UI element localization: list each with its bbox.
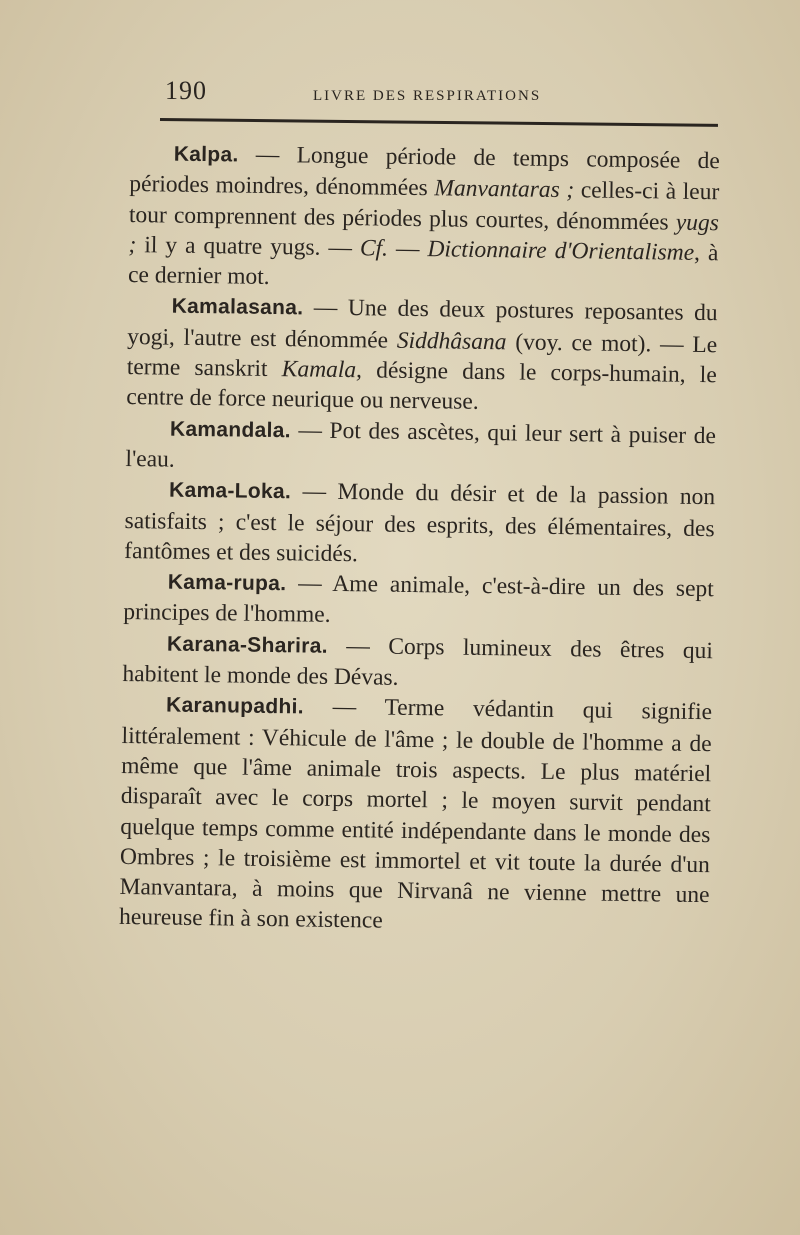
entry-text: celles-ci à leur tour comprennent des périodes plus courtes, dénommées — [128, 177, 720, 236]
entry-text: — Ame animale, c'est-à-dire un des sept principes de l'homme. — [123, 570, 714, 629]
entry-paragraph — [126, 290, 718, 420]
entry-karana-sharira — [122, 628, 713, 698]
entry-paragraph — [123, 566, 714, 636]
entry-paragraph — [125, 413, 716, 483]
running-title: LIVRE DES RESPIRATIONS — [313, 88, 542, 104]
glossary-text — [119, 138, 720, 941]
entry-kama-loka — [124, 474, 715, 574]
entry-paragraph — [122, 628, 713, 698]
entry-italic: yugs ; — [128, 209, 720, 258]
entry-italic: Manvantaras ; — [434, 175, 575, 204]
entry-text: désigne dans le corps-humain, le centre de force neurique ou nerveuse. — [126, 357, 717, 416]
entry-text: il y a quatre yugs. — — [136, 231, 361, 262]
entry-term: Karanupadhi. — [165, 693, 305, 719]
entry-term: Kamandala. — [169, 417, 291, 442]
entry-italic: Cf. — [359, 235, 389, 262]
entry-text: — Longue période de temps composée de périodes moindres, dénommées — [129, 141, 720, 202]
entry-text: — Une des deux postures reposantes du yogi, l'autre est dénommée — [127, 294, 718, 354]
entry-text: — — [387, 235, 428, 263]
entry-paragraph — [128, 138, 720, 299]
entry-term: Kamalasana. — [171, 295, 304, 320]
entry-italic: Siddhâsana — [396, 327, 507, 356]
entry-italic: Dictionnaire d'Orientalisme — [427, 236, 695, 266]
entry-text: — Terme védantin qui signifie littéralement : Véhicule de l'âme ; le double de l'homme a de même que l'âme animale trois aspects. Le plus matériel disparaît avec le corps mortel ; le moyen survit pendant quelque temps comme entité indépendante dans le monde des Ombres ; le troisième est immortel et vit toute la durée d'un Manvantara, à moins que Nirvanâ ne vienne mettre une heureuse fin à son existence — [118, 693, 713, 935]
entry-term: Kama-rupa. — [167, 570, 287, 596]
entry-kamalasana — [126, 290, 718, 420]
entry-paragraph — [119, 689, 712, 941]
entry-text: — Pot des ascètes, qui leur sert à puiser de l'eau. — [125, 416, 717, 473]
entry-text: — Monde du désir et de la passion non satisfaits ; c'est le séjour des esprits, des élémentaires, des fantômes et des suicidés. — [124, 478, 716, 568]
header-rule — [160, 118, 718, 127]
entry-text: , à ce dernier mot. — [127, 239, 719, 291]
entry-karanupadhi — [119, 689, 712, 941]
page-header — [165, 76, 720, 110]
entry-text: (voy. ce mot). — Le terme sanskrit — [126, 329, 718, 383]
entry-kalpa — [128, 138, 720, 299]
entry-kamandala — [125, 413, 716, 483]
entry-term: Kama-Loka. — [168, 478, 292, 504]
entry-kama-rupa — [123, 566, 714, 636]
page-number: 190 — [165, 76, 207, 105]
entry-term: Karana-Sharira. — [166, 632, 328, 658]
entry-italic: Kamala, — [281, 356, 363, 384]
entry-paragraph — [124, 474, 715, 574]
entry-term: Kalpa. — [173, 142, 239, 167]
entry-text: — Corps lumineux des êtres qui habitent le monde des Dévas. — [122, 632, 714, 691]
